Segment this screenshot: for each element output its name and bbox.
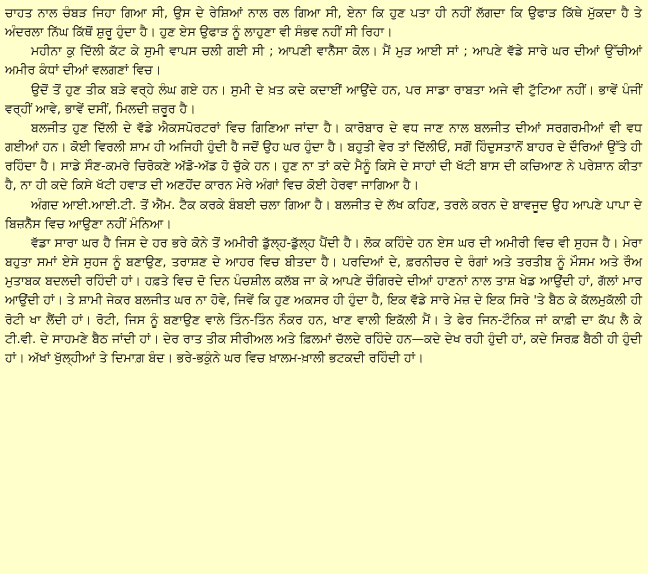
paragraph-2: ਮਹੀਨਾ ਕੁ ਦਿੱਲੀ ਕੱਟ ਕੇ ਸੁਮੀ ਵਾਪਸ ਚਲੀ ਗਈ ਸੀ ; ਆਪਣੀ ਵਾਨੈੱਸਾ ਕੋਲ। ਮੈਂ ਮੁੜ ਆਈ ਸਾਂ ; ਆਪਣੇ ਵੱਡੇ ਸਾਰੇ ਘਰ ਦੀਆਂ ਉੱਚੀਆਂ ਅਮੀਰ ਕੰਧਾਂ ਦੀਆਂ ਵਲਗਣਾਂ ਵਿਚ। [5, 43, 642, 78]
paragraph-4: ਬਲਜੀਤ ਹੁਣ ਦਿੱਲੀ ਦੇ ਵੱਡੇ ਐਕਸਪੋਰਟਰਾਂ ਵਿਚ ਗਿਣਿਆ ਜਾਂਦਾ ਹੈ। ਕਾਰੋਬਾਰ ਦੇ ਵਧ ਜਾਣ ਨਾਲ ਬਲਜੀਤ ਦੀਆਂ ਸਰਗਰਮੀਆਂ ਵੀ ਵਧ ਗਈਆਂ ਹਨ। ਕੋਈ ਵਿਰਲੀ ਸ਼ਾਮ ਹੀ ਅਜਿਹੀ ਹੁੰਦੀ ਹੈ ਜਦੋਂ ਉਹ ਘਰ ਹੁੰਦਾ ਹੈ। ਬਹੁਤੀ ਵੇਰ ਤਾਂ ਦਿੱਲੀਓਂ, ਸਗੋਂ ਹਿੰਦੁਸਤਾਨੋਂ ਬਾਹਰ ਦੇ ਦੌਰਿਆਂ ਉੱਤੇ ਹੀ ਰਹਿੰਦਾ ਹੈ। ਸਾਡੇ ਸੌਣ-ਕਮਰੇ ਚਿਰੋਕਣੇ ਅੱਡੋ-ਅੱਡ ਹੋ ਚੁੱਕੇ ਹਨ। ਹੁਣ ਨਾ ਤਾਂ ਕਦੇ ਮੈਨੂੰ ਕਿਸੇ ਦੇ ਸਾਹਾਂ ਦੀ ਖੱਟੀ ਬਾਸ ਦੀ ਕਚਿਆਣ ਨੇ ਪਰੇਸ਼ਾਨ ਕੀਤਾ ਹੈ, ਨਾ ਹੀ ਕਦੇ ਕਿਸੇ ਖੱਟੀ ਹਵਾੜ ਦੀ ਅਣਹੋਂਦ ਕਾਰਨ ਮੇਰੇ ਅੰਗਾਂ ਵਿਚ ਕੋਈ ਹੇਰਵਾ ਜਾਗਿਆ ਹੈ। [5, 119, 642, 193]
paragraph-3: ਉਦੋਂ ਤੋਂ ਹੁਣ ਤੀਕ ਬੜੇ ਵਰ੍ਹੇ ਲੰਘ ਗਏ ਹਨ। ਸੁਮੀ ਦੇ ਖ਼ਤ ਕਦੇ ਕਦਾਈਂ ਆਉਂਦੇ ਹਨ, ਪਰ ਸਾਡਾ ਰਾਬਤਾ ਅਜੇ ਵੀ ਟੁੱਟਿਆ ਨਹੀਂ। ਭਾਵੇਂ ਪੰਜੀਂ ਵਰ੍ਹੀਂ ਆਵੇ, ਭਾਵੇਂ ਦਸੀਂ, ਮਿਲਦੀ ਜ਼ਰੂਰ ਹੈ। [5, 81, 642, 116]
paragraph-5: ਅੰਗਦ ਆਈ.ਆਈ.ਟੀ. ਤੋਂ ਐੱਮ. ਟੈਕ ਕਰਕੇ ਬੰਬਈ ਚਲਾ ਗਿਆ ਹੈ। ਬਲਜੀਤ ਦੇ ਲੱਖ ਕਹਿਣ, ਤਰਲੇ ਕਰਨ ਦੇ ਬਾਵਜੂਦ ਉਹ ਆਪਣੇ ਪਾਪਾ ਦੇ ਬਿਜ਼ਨੈੱਸ ਵਿਚ ਆਉਣਾ ਨਹੀਂ ਮੰਨਿਆ। [5, 196, 642, 231]
paragraph-1: ਚਾਹਤ ਨਾਲ ਚੰਬੜ ਜਿਹਾ ਗਿਆ ਸੀ, ਉਸ ਦੇ ਰੇਸ਼ਿਆਂ ਨਾਲ ਰਲ ਗਿਆ ਸੀ, ਏਨਾ ਕਿ ਹੁਣ ਪਤਾ ਹੀ ਨਹੀਂ ਲੱਗਦਾ ਕਿ ਉਫਾੜ ਕਿੱਥੇ ਮੁੱਕਦਾ ਹੈ ਤੇ ਅੰਦਰਲਾ ਨਿੱਘ ਕਿੱਥੋਂ ਸ਼ੁਰੂ ਹੁੰਦਾ ਹੈ। ਹੁਣ ਏਸ ਉਫਾੜ ਨੂੰ ਲਾਹੁਣਾ ਵੀ ਸੰਭਵ ਨਹੀਂ ਸੀ ਰਿਹਾ। [5, 5, 642, 40]
paragraph-6: ਵੱਡਾ ਸਾਰਾ ਘਰ ਹੈ ਜਿਸ ਦੇ ਹਰ ਭਰੇ ਕੋਨੇ ਤੋਂ ਅਮੀਰੀ ਡੁੱਲ੍ਹ-ਡੁੱਲ੍ਹ ਪੈਂਦੀ ਹੈ। ਲੋਕ ਕਹਿੰਦੇ ਹਨ ਏਸ ਘਰ ਦੀ ਅਮੀਰੀ ਵਿਚ ਵੀ ਸੁਹਜ ਹੈ। ਮੇਰਾ ਬਹੁਤਾ ਸਮਾਂ ਏਸੇ ਸੁਹਜ ਨੂੰ ਬਣਾਉਣ, ਤਰਾਸ਼ਣ ਦੇ ਆਹਰ ਵਿਚ ਬੀਤਦਾ ਹੈ। ਪਰਦਿਆਂ ਦੇ, ਫ਼ਰਨੀਚਰ ਦੇ ਰੰਗਾਂ ਅਤੇ ਤਰਤੀਬ ਨੂੰ ਮੌਸਮ ਅਤੇ ਰੌਅ ਮੁਤਾਬਕ ਬਦਲਦੀ ਰਹਿੰਦੀ ਹਾਂ। ਹਫ਼ਤੇ ਵਿਚ ਦੋ ਦਿਨ ਪੰਚਸ਼ੀਲ ਕਲੱਬ ਜਾ ਕੇ ਆਪਣੇ ਚੌਗਿਰਦੇ ਦੀਆਂ ਹਾਣਨਾਂ ਨਾਲ ਤਾਸ਼ ਖੇਡ ਆਉਂਦੀ ਹਾਂ, ਗੱਲਾਂ ਮਾਰ ਆਉਂਦੀ ਹਾਂ। ਤੇ ਸ਼ਾਮੀ ਜੇਕਰ ਬਲਜੀਤ ਘਰ ਨਾ ਹੋਵੇ, ਜਿਵੇਂ ਕਿ ਹੁਣ ਅਕਸਰ ਹੀ ਹੁੰਦਾ ਹੈ, ਇਕ ਵੱਡੇ ਸਾਰੇ ਮੇਜ਼ ਦੇ ਇਕ ਸਿਰੇ 'ਤੇ ਬੈਠ ਕੇ ਕੱਲਮੁਕੱਲੀ ਹੀ ਰੋਟੀ ਖਾ ਲੈਂਦੀ ਹਾਂ। ਰੋਟੀ, ਜਿਸ ਨੂੰ ਬਣਾਉਣ ਵਾਲੇ ਤਿੰਨ-ਤਿੰਨ ਨੌਕਰ ਹਨ, ਖਾਣ ਵਾਲੀ ਇਕੱਲੀ ਮੈਂ। ਤੇ ਫੇਰ ਜਿਨ-ਟੌਨਿਕ ਜਾਂ ਕਾਫ਼ੀ ਦਾ ਕੱਪ ਲੈ ਕੇ ਟੀ.ਵੀ. ਦੇ ਸਾਹਮਣੇ ਬੈਠ ਜਾਂਦੀ ਹਾਂ। ਦੇਰ ਰਾਤ ਤੀਕ ਸੀਰੀਅਲ ਅਤੇ ਫ਼ਿਲਮਾਂ ਚੱਲਦੇ ਰਹਿੰਦੇ ਹਨ—ਕਦੇ ਦੇਖ ਰਹੀ ਹੁੰਦੀ ਹਾਂ, ਕਦੇ ਸਿਰਫ਼ ਬੈਠੀ ਹੀ ਹੁੰਦੀ ਹਾਂ। ਅੱਖਾਂ ਖੁੱਲ੍ਹੀਆਂ ਤੇ ਦਿਮਾਗ਼ ਬੰਦ। ਭਰੇ-ਭਕੁੰਨੇ ਘਰ ਵਿਚ ਖ਼ਾਲਮ-ਖ਼ਾਲੀ ਭਟਕਦੀ ਰਹਿੰਦੀ ਹਾਂ। [5, 234, 642, 365]
